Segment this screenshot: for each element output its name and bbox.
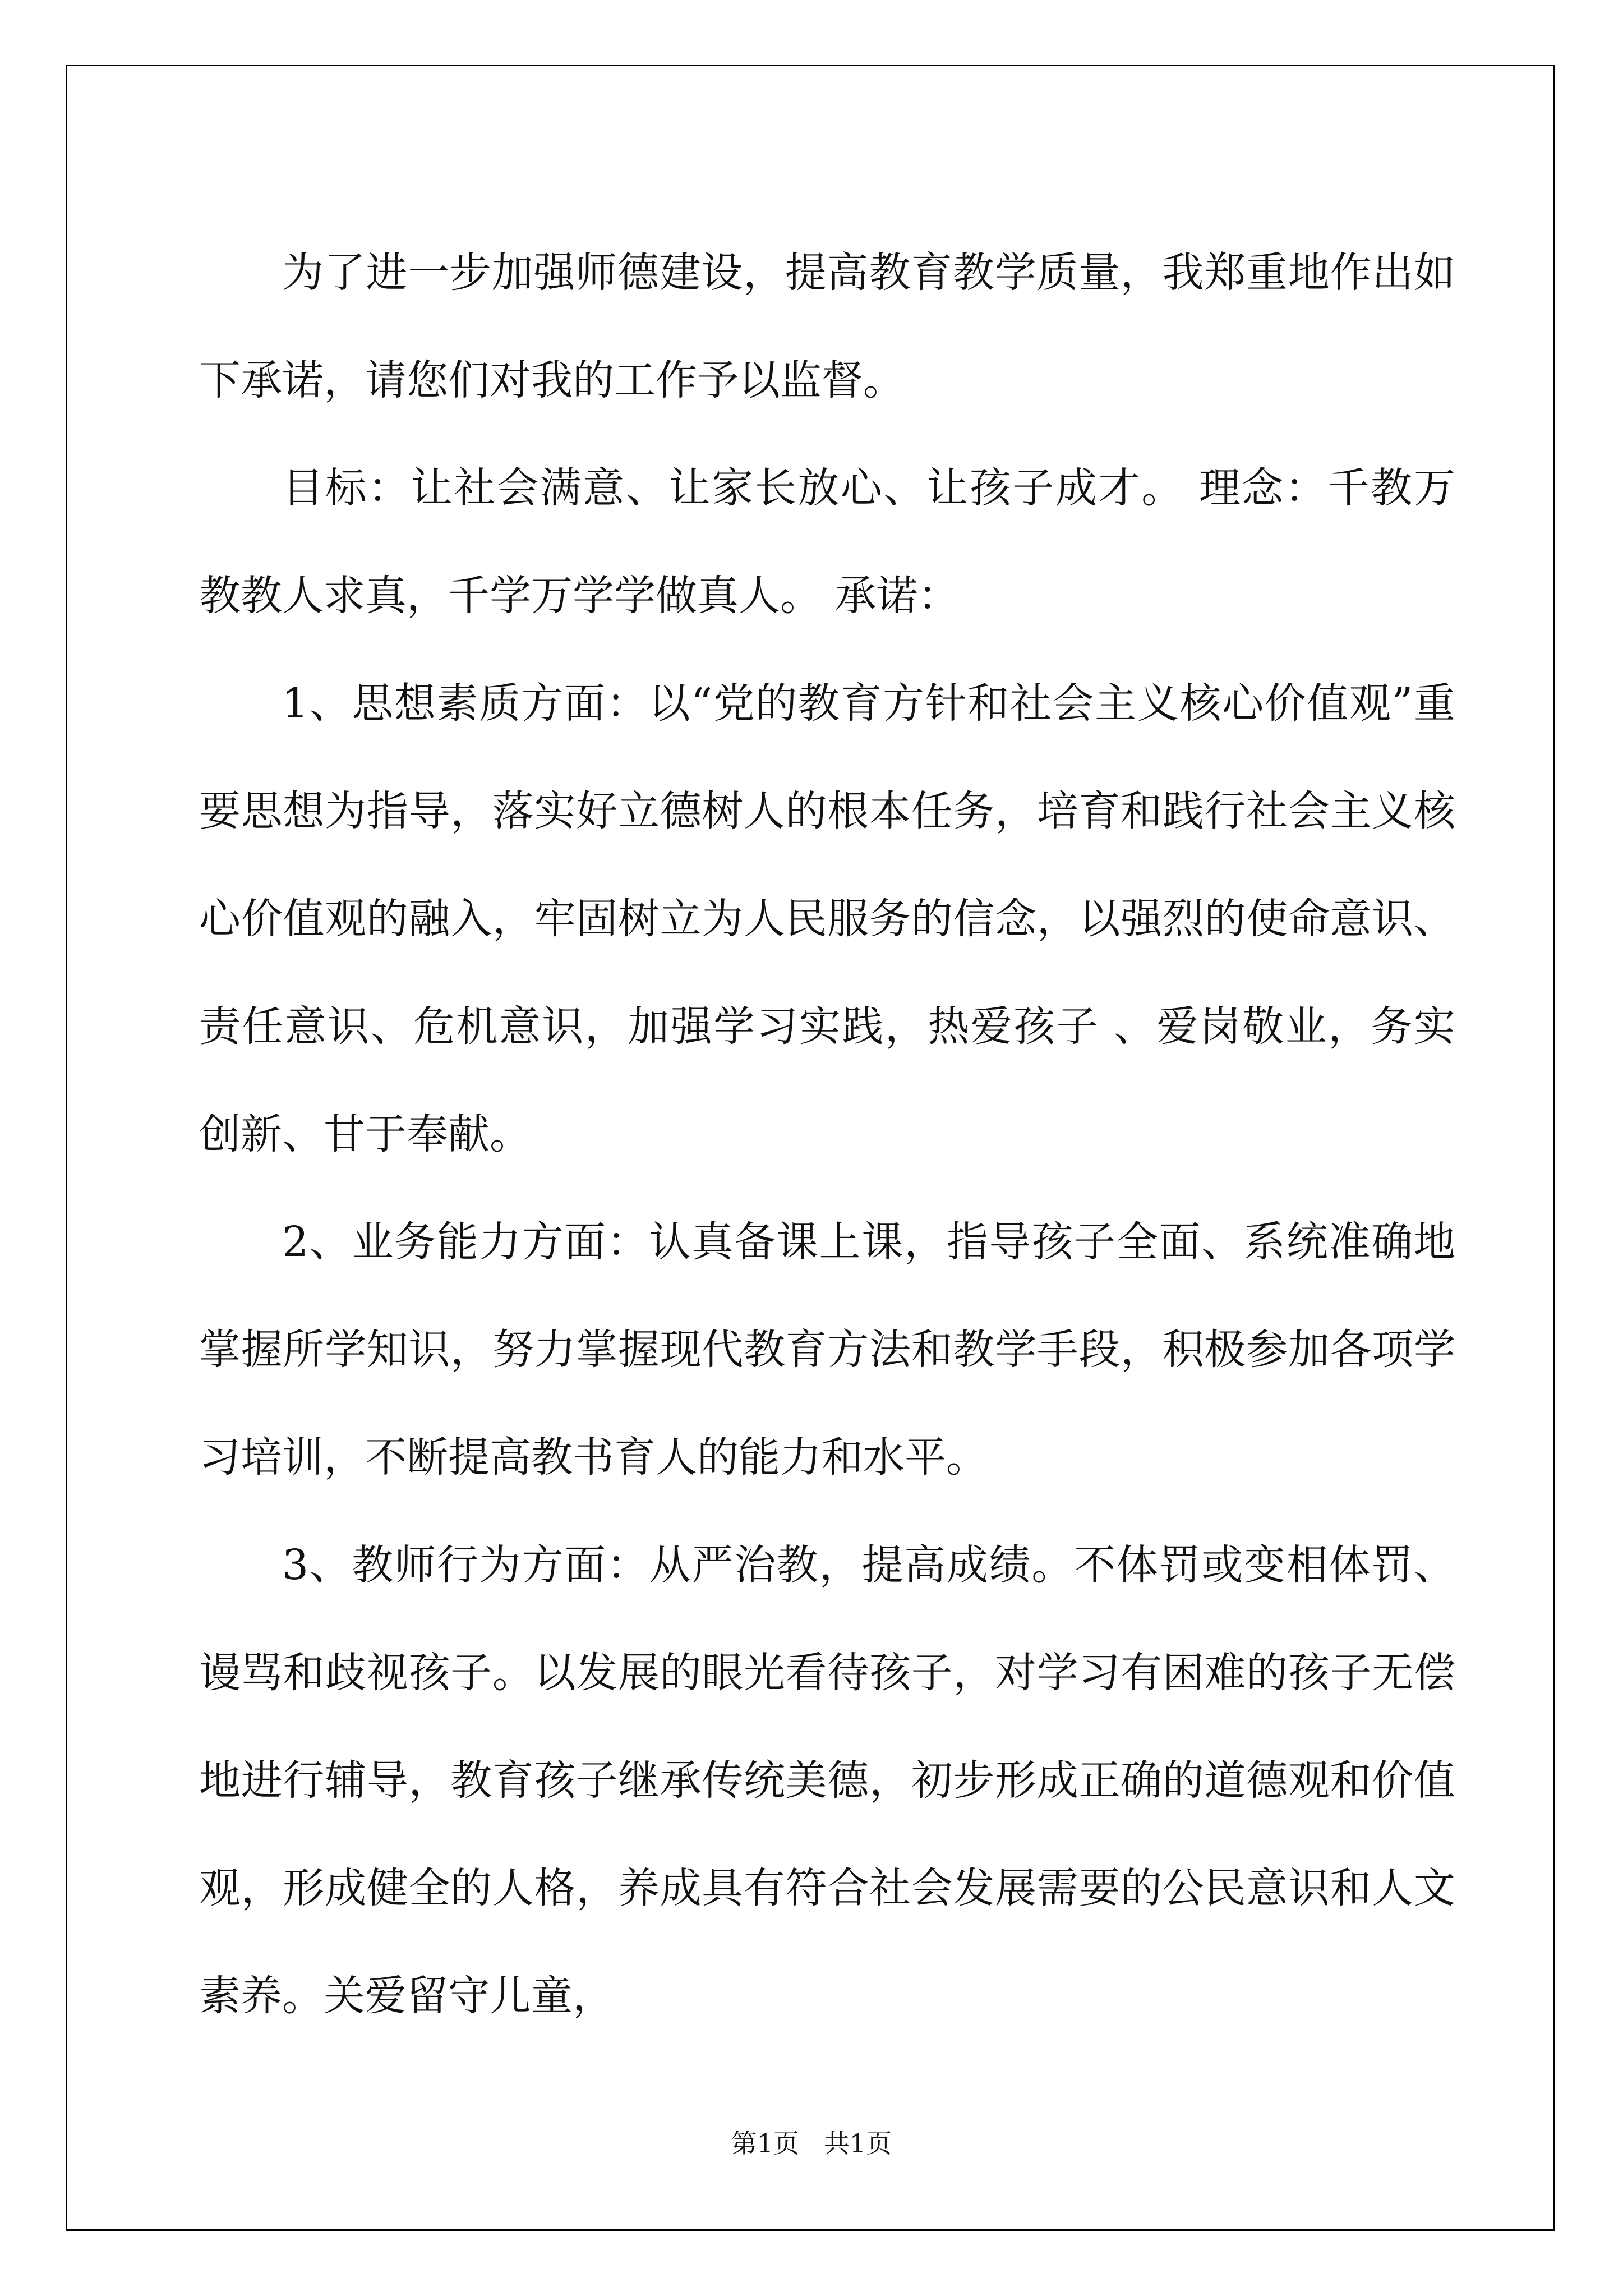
paragraph-goal: 目标：让社会满意、让家长放心、让孩子成才。 理念：千教万教教人求真，千学万学学做真人。 承诺： xyxy=(199,464,1455,620)
paragraph-intro: 为了进一步加强师德建设，提高教育教学质量，我郑重地作出如下承诺，请您们对我的工作予以监督。 xyxy=(199,249,1455,404)
paragraph-ideology: 1、思想素质方面：以“党的教育方针和社会主义核心价值观”重要思想为指导，落实好立德树人的根本任务，培育和践行社会主义核心价值观的融入，牢固树立为人民服务的信念，以强烈的使命意识、责任意识、危机意识，加强学习实践，热爱孩子 、爱岗敬业，务实创新、甘于奉献。 xyxy=(199,679,1455,1158)
document-body xyxy=(199,219,1455,2050)
page-number-footer: 第1页 共1页 xyxy=(731,2128,892,2159)
paragraph-conduct: 3、教师行为方面：从严治教，提高成绩。不体罚或变相体罚、谩骂和歧视孩子。以发展的眼光看待孩子，对学习有困难的孩子无偿地进行辅导，教育孩子继承传统美德，初步形成正确的道德观和价值观，形成健全的人格，养成具有符合社会发展需要的公民意识和人文素养。关爱留守儿童， xyxy=(199,1541,1455,2020)
paragraph-ability: 2、业务能力方面：认真备课上课，指导孩子全面、系统准确地掌握所学知识，努力掌握现代教育方法和教学手段，积极参加各项学习培训，不断提高教书育人的能力和水平。 xyxy=(199,1218,1455,1481)
